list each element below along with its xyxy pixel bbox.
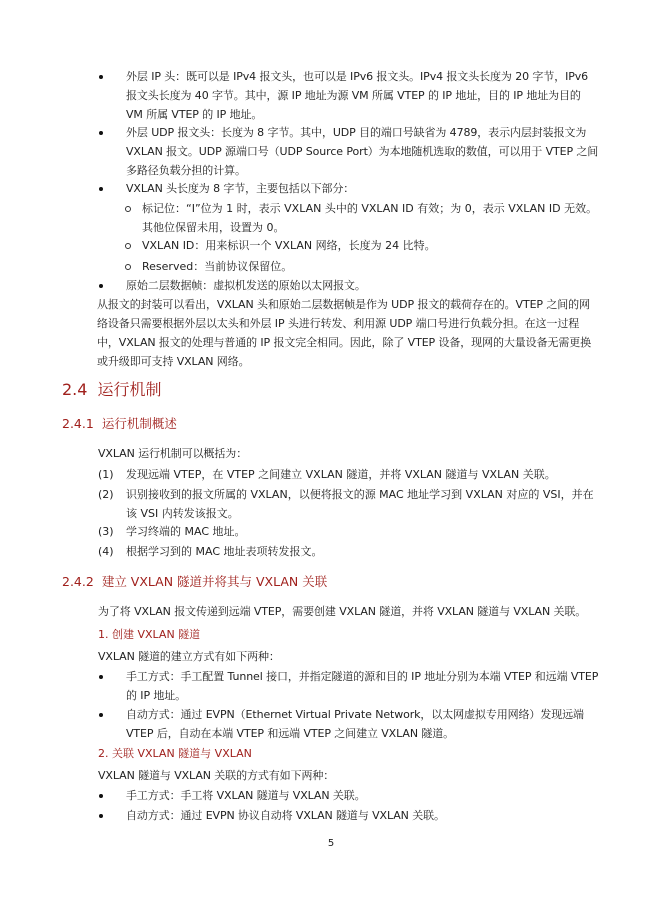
overview-intro: VXLAN 运行机制可以概括为：: [98, 447, 248, 460]
bullet-auto-associate: 自动方式：通过 EVPN 协议自动将 VXLAN 隧道与 VXLAN 关联。: [126, 806, 600, 825]
subsection-heading-tunnel: [62, 572, 327, 592]
heading-associate-tunnel: 2. 关联 VXLAN 隧道与 VXLAN: [98, 747, 252, 760]
heading-create-tunnel: 1. 创建 VXLAN 隧道: [98, 628, 201, 641]
subsection-heading-overview: [62, 414, 177, 434]
bullet-manual-associate: 手工方式：手工将 VXLAN 隧道与 VXLAN 关联。: [126, 786, 600, 805]
subsection-number: 2.4.1: [62, 416, 94, 431]
subsection-title: 运行机制概述: [101, 416, 177, 431]
bullet-auto-create: 自动方式：通过 EVPN（Ethernet Virtual Private Network，以太网虚拟专用网络）发现远端 VTEP 后，自动在本端 VTEP 和远端 VTEP 之间建立 VXLAN 隧道。: [126, 705, 600, 743]
step-number: (4): [98, 545, 114, 558]
section-title: 运行机制: [97, 380, 162, 399]
subsection-number: 2.4.2: [62, 574, 94, 589]
sub-bullet-vxlan-id: VXLAN ID：用来标识一个 VXLAN 网络，长度为 24 比特。: [142, 236, 600, 255]
step-text: 发现远端 VTEP，在 VTEP 之间建立 VXLAN 隧道，并将 VXLAN 隧道与 VXLAN 关联。: [126, 468, 556, 481]
bullet-outer-udp-header: 外层 UDP 报文头：长度为 8 字节。其中，UDP 目的端口号缺省为 4789，表示内层封装报文为 VXLAN 报文。UDP 源端口号（UDP Source Port）为本地随机选取的数值，可以用于 VTEP 之间多路径负载分担的计算。: [126, 123, 600, 180]
bullet-manual-create: 手工方式：手工配置 Tunnel 接口，并指定隧道的源和目的 IP 地址分别为本端 VTEP 和远端 VTEP 的 IP 地址。: [126, 667, 600, 705]
create-intro: VXLAN 隧道的建立方式有如下两种：: [98, 650, 280, 663]
step-text: 识别接收到的报文所属的 VXLAN，以便将报文的源 MAC 地址学习到 VXLAN 对应的 VSI，并在该 VSI 内转发该报文。: [126, 488, 594, 520]
sub-bullet-flags: 标记位：“I”位为 1 时，表示 VXLAN 头中的 VXLAN ID 有效；为 0，表示 VXLAN ID 无效。其他位保留未用，设置为 0。: [142, 199, 600, 237]
associate-intro: VXLAN 隧道与 VXLAN 关联的方式有如下两种：: [98, 769, 335, 782]
step-item: [98, 542, 600, 561]
step-number: (3): [98, 525, 114, 538]
bullet-vxlan-header: VXLAN 头长度为 8 字节，主要包括以下部分：: [126, 179, 600, 198]
step-item: [98, 485, 600, 523]
bullet-original-frame: 原始二层数据帧：虚拟机发送的原始以太网报文。: [126, 276, 600, 295]
subsection-title: 建立 VXLAN 隧道并将其与 VXLAN 关联: [101, 574, 328, 589]
step-item: [98, 522, 600, 541]
paragraph-encapsulation: 从报文的封装可以看出，VXLAN 头和原始二层数据帧是作为 UDP 报文的载荷存在的。VTEP 之间的网络设备只需要根据外层以太头和外层 IP 头进行转发、利用源 UDP 端口号进行负载分担。在这一过程中，VXLAN 报文的处理与普通的 IP 报文完全相同。因此，除了 VTEP 设备，现网的大量设备无需更换或升级即可支持 VXLAN 网络。: [97, 298, 592, 368]
page-number: 5: [327, 838, 335, 849]
step-text: 学习终端的 MAC 地址。: [126, 525, 246, 538]
tunnel-intro: 为了将 VXLAN 报文传递到远端 VTEP，需要创建 VXLAN 隧道，并将 VXLAN 隧道与 VXLAN 关联。: [98, 605, 587, 618]
step-number: (2): [98, 488, 114, 501]
step-number: (1): [98, 468, 114, 481]
bullet-outer-ip-header: 外层 IP 头：既可以是 IPv4 报文头，也可以是 IPv6 报文头。IPv4 报文头长度为 20 字节，IPv6 报文头长度为 40 字节。其中，源 IP 地址为源 VM 所属 VTEP 的 IP 地址，目的 IP 地址为目的 VM 所属 VTEP 的 IP 地址。: [126, 67, 600, 124]
step-text: 根据学习到的 MAC 地址表项转发报文。: [126, 545, 323, 558]
section-heading: [62, 379, 161, 401]
step-item: [98, 465, 600, 484]
section-number: 2.4: [62, 380, 88, 399]
sub-bullet-reserved: Reserved：当前协议保留位。: [142, 257, 600, 276]
